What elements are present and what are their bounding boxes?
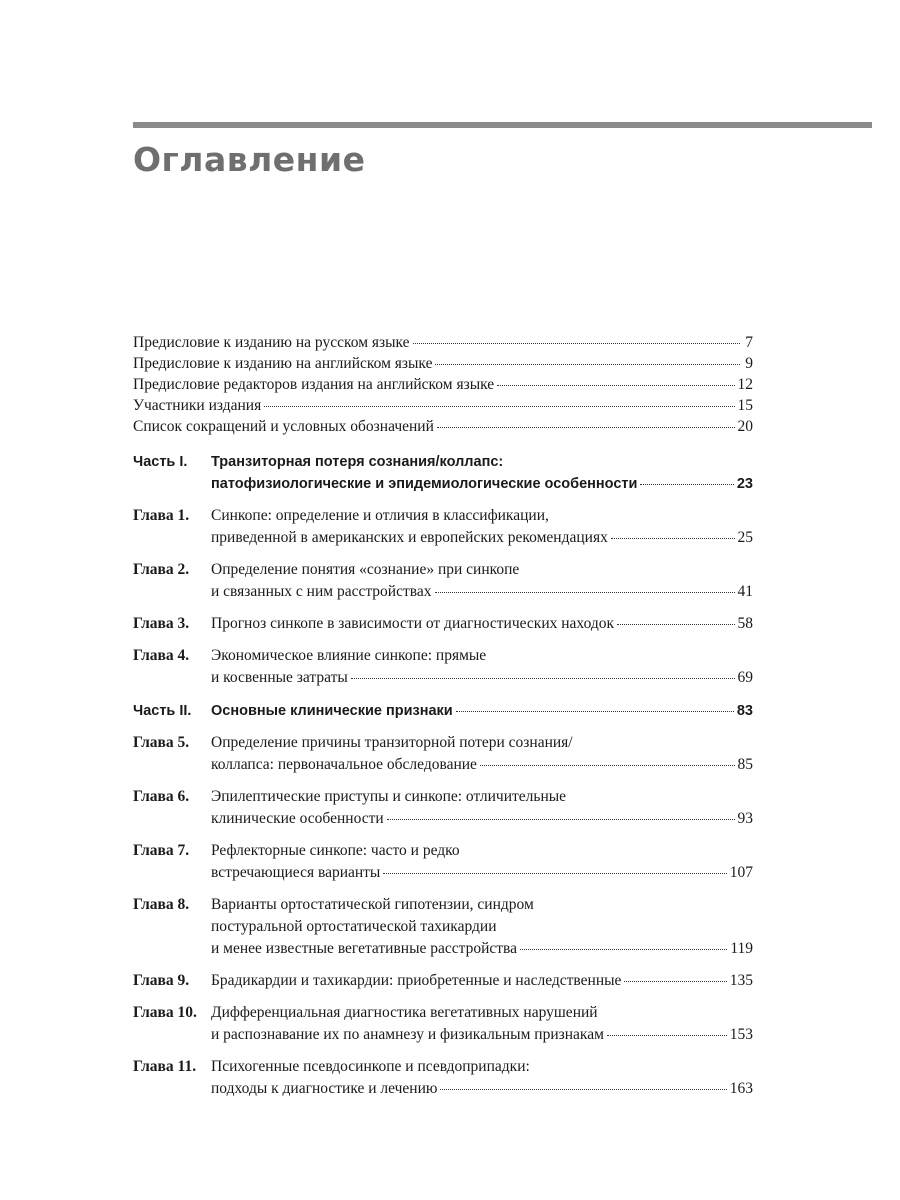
chapter-label: Глава 4. <box>133 647 190 664</box>
toc-line[interactable] <box>133 374 753 395</box>
entry-last-line <box>211 862 753 884</box>
chapter-label: Глава 9. <box>133 972 190 989</box>
chapter-label: Глава 1. <box>133 507 190 524</box>
part-label: Часть I. <box>133 454 188 470</box>
entry-last-line <box>211 700 753 722</box>
entry-title-line: Транзиторная потеря сознания/коллапс: <box>211 454 504 470</box>
heading-rule <box>133 122 872 128</box>
entry-last-line <box>211 473 753 495</box>
entry-body <box>211 645 753 689</box>
page-number: 23 <box>736 476 753 492</box>
chapter-entry[interactable] <box>133 894 753 960</box>
dot-leader <box>435 364 740 365</box>
dot-leader <box>611 538 735 539</box>
page-number: 107 <box>729 864 753 881</box>
toc-line[interactable] <box>133 353 753 374</box>
entry-title-line: Экономическое влияние синкопе: прямые <box>211 647 487 664</box>
chapter-entry[interactable] <box>133 970 753 992</box>
entry-title-line: патофизиологические и эпидемиологические особенности <box>211 476 638 492</box>
page-number: 7 <box>745 334 753 351</box>
entry-title-line: Эпилептические приступы и синкопе: отличительные <box>211 788 567 805</box>
chapter-label: Глава 11. <box>133 1058 197 1075</box>
dot-leader <box>520 949 727 950</box>
entry-title-line: Прогноз синкопе в зависимости от диагностических находок <box>211 615 615 632</box>
dot-leader <box>351 678 735 679</box>
entry-last-line <box>211 613 753 635</box>
entry-body <box>211 505 753 549</box>
page-number: 69 <box>737 669 753 686</box>
page-number: 83 <box>736 703 753 719</box>
toc-line[interactable] <box>133 332 753 353</box>
page-number: 119 <box>730 940 753 957</box>
entry-title-line: и косвенные затраты <box>211 669 348 686</box>
entry-last-line <box>211 527 753 549</box>
dot-leader <box>440 1089 726 1090</box>
dot-leader <box>387 819 735 820</box>
entry-title-line: Варианты ортостатической гипотензии, синдром <box>211 896 534 913</box>
entry-last-line <box>211 970 753 992</box>
page-number: 163 <box>729 1080 753 1097</box>
dot-leader <box>480 765 735 766</box>
chapter-entry[interactable] <box>133 840 753 884</box>
toc-title: Предисловие к изданию на русском языке <box>133 334 410 351</box>
front-matter-list <box>133 332 753 437</box>
entry-body <box>211 700 753 722</box>
entry-last-line <box>211 1078 753 1100</box>
dot-leader <box>383 873 726 874</box>
entry-body <box>211 732 753 776</box>
toc-line[interactable] <box>133 416 753 437</box>
dot-leader <box>640 484 733 485</box>
page-number: 25 <box>737 529 753 546</box>
entry-title-line: и распознавание их по анамнезу и физикальным признакам <box>211 1026 604 1043</box>
chapter-entry[interactable] <box>133 505 753 549</box>
page-number: 153 <box>729 1026 753 1043</box>
entry-last-line <box>211 754 753 776</box>
chapter-entry[interactable] <box>133 559 753 603</box>
part-label: Часть II. <box>133 703 192 719</box>
dot-leader <box>607 1035 727 1036</box>
toc-line[interactable] <box>133 395 753 416</box>
entry-title-line: коллапса: первоначальное обследование <box>211 756 477 773</box>
page-number: 15 <box>737 397 753 414</box>
entry-title-line: Синкопе: определение и отличия в классификации, <box>211 507 549 524</box>
entry-title-line: Определение причины транзиторной потери сознания/ <box>211 734 573 751</box>
chapter-label: Глава 6. <box>133 788 190 805</box>
dot-leader <box>624 981 726 982</box>
entry-body <box>211 1056 753 1100</box>
chapter-label: Глава 10. <box>133 1004 197 1021</box>
page-number: 93 <box>737 810 753 827</box>
chapter-label: Глава 5. <box>133 734 190 751</box>
dot-leader <box>264 406 734 407</box>
page-number: 20 <box>737 418 753 435</box>
entry-body <box>211 970 753 992</box>
dot-leader <box>437 427 735 428</box>
entry-last-line <box>211 938 753 960</box>
contents-entries <box>133 451 753 1100</box>
entry-title-line: постуральной ортостатической тахикардии <box>211 918 497 935</box>
entry-last-line <box>211 667 753 689</box>
entry-title-line: Основные клинические признаки <box>211 703 453 719</box>
chapter-entry[interactable] <box>133 1056 753 1100</box>
entry-body <box>211 613 753 635</box>
chapter-entry[interactable] <box>133 1002 753 1046</box>
page-number: 9 <box>745 355 753 372</box>
entry-last-line <box>211 1024 753 1046</box>
entry-title-line: Психогенные псевдосинкопе и псевдоприпадки: <box>211 1058 530 1075</box>
entry-body <box>211 786 753 830</box>
chapter-entry[interactable] <box>133 732 753 776</box>
entry-title-line: Определение понятия «сознание» при синкопе <box>211 561 520 578</box>
entry-body <box>211 559 753 603</box>
entry-body <box>211 894 753 960</box>
entry-title-line: приведенной в американских и европейских рекомендациях <box>211 529 608 546</box>
chapter-label: Глава 7. <box>133 842 190 859</box>
toc-title: Предисловие к изданию на английском языке <box>133 355 433 372</box>
dot-leader <box>435 592 735 593</box>
chapter-entry[interactable] <box>133 645 753 689</box>
entry-title-line: Рефлекторные синкопе: часто и редко <box>211 842 460 859</box>
dot-leader <box>497 385 734 386</box>
chapter-entry[interactable] <box>133 786 753 830</box>
page-number: 12 <box>737 376 753 393</box>
table-of-contents <box>133 332 753 1100</box>
page-number: 58 <box>737 615 753 632</box>
page-number: 41 <box>737 583 753 600</box>
entry-last-line <box>211 581 753 603</box>
part-entry[interactable] <box>133 700 753 722</box>
toc-title: Список сокращений и условных обозначений <box>133 418 434 435</box>
entry-title-line: Дифференциальная диагностика вегетативных нарушений <box>211 1004 598 1021</box>
chapter-label: Глава 8. <box>133 896 190 913</box>
entry-title-line: встречающиеся варианты <box>211 864 381 881</box>
dot-leader <box>617 624 734 625</box>
entry-title-line: клинические особенности <box>211 810 384 827</box>
page-number: 135 <box>729 972 753 989</box>
entry-body <box>211 1002 753 1046</box>
part-entry[interactable] <box>133 451 753 495</box>
entry-body <box>211 840 753 884</box>
dot-leader <box>456 711 734 712</box>
entry-last-line <box>211 808 753 830</box>
chapter-label: Глава 2. <box>133 561 190 578</box>
chapter-entry[interactable] <box>133 613 753 635</box>
page-number: 85 <box>737 756 753 773</box>
toc-title: Предисловие редакторов издания на английском языке <box>133 376 495 393</box>
entry-title-line: и менее известные вегетативные расстройства <box>211 940 518 957</box>
entry-title-line: и связанных с ним расстройствах <box>211 583 432 600</box>
entry-body <box>211 451 753 495</box>
dot-leader <box>413 343 740 344</box>
entry-title-line: Брадикардии и тахикардии: приобретенные и наследственные <box>211 972 622 989</box>
toc-title: Участники издания <box>133 397 262 414</box>
entry-title-line: подходы к диагностике и лечению <box>211 1080 438 1097</box>
chapter-label: Глава 3. <box>133 615 190 632</box>
page-title: Оглавление <box>133 140 366 179</box>
